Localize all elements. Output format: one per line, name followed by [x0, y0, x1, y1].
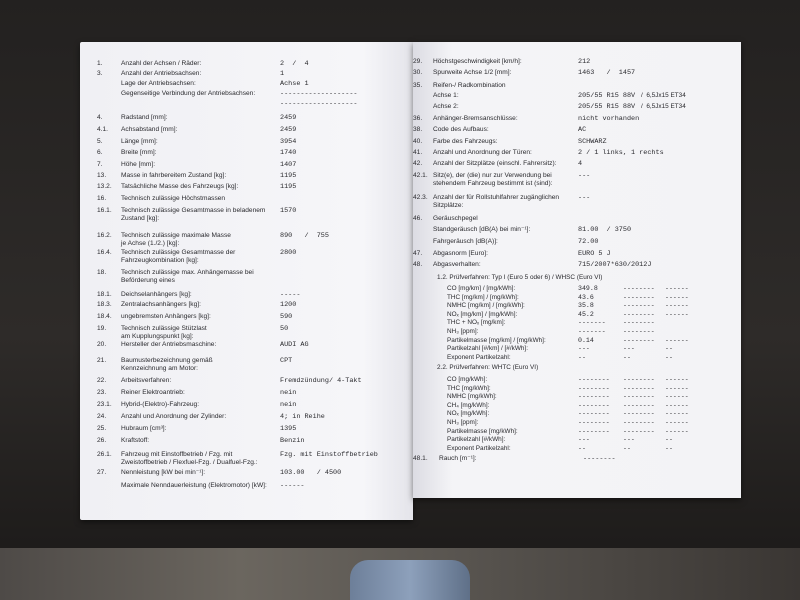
emission-value: ------	[665, 401, 689, 409]
field-label: Reiner Elektroantrieb:	[121, 389, 185, 396]
field-label: Hubraum [cm³]:	[121, 425, 167, 432]
field-value: 1195	[280, 183, 297, 191]
field-value: 205/55 R15 88V	[578, 92, 636, 100]
emission-label: Partikelmasse [mg/km] / [mg/kWh]:	[447, 336, 546, 344]
field-value: 1	[280, 70, 285, 78]
field-value: 1570	[280, 207, 297, 215]
field-label: Technisch zulässige Höchstmassen	[121, 195, 226, 202]
emission-value: --------	[623, 285, 655, 292]
field-label: Achse 1:	[433, 92, 459, 99]
field-value: 1407	[280, 161, 297, 169]
field-number: 26.1.	[97, 451, 112, 458]
test-title: 1.2. Prüfverfahren: Typ I (Euro 5 oder 6) / WHSC (Euro VI)	[437, 274, 603, 281]
emission-value: --------	[623, 302, 655, 310]
emission-label: Partikelzahl [#/km] / [#/kWh]:	[447, 345, 528, 353]
emission-value: ------	[665, 293, 689, 301]
field-value-rim: / 6,5Jx15 ET34	[641, 103, 686, 110]
emission-label: Exponent Partikelzahl:	[447, 444, 511, 452]
test-title: 2.2. Prüfverfahren: WHTC (Euro VI)	[437, 364, 539, 371]
field-label: Maximale Nenndauerleistung (Elektromotor) [kW]:	[121, 482, 267, 489]
emission-value: --------	[623, 293, 655, 301]
field-label: Anzahl und Anordnung der Zylinder:	[121, 413, 227, 420]
emission-value: ------	[665, 393, 689, 401]
emission-value: --	[665, 345, 673, 353]
emission-value: --------	[623, 384, 655, 392]
field-value: 81.00 / 3750	[578, 226, 632, 234]
emission-label: CO [mg/kWh]:	[447, 376, 488, 383]
field-number: 16.	[97, 195, 107, 202]
field-number: 4.	[97, 114, 103, 121]
field-number: 3.	[97, 70, 103, 77]
field-number: 7.	[97, 161, 103, 168]
field-label: Abgasnorm [Euro]:	[433, 250, 488, 257]
field-value: 212	[578, 58, 591, 66]
field-value: -----	[280, 291, 301, 299]
field-number: 16.2.	[97, 232, 112, 239]
field-number: 13.	[97, 172, 107, 179]
field-number: 48.	[413, 261, 423, 268]
field-value: Fremdzündung/ 4-Takt	[280, 377, 362, 385]
field-label: Masse in fahrbereitem Zustand [kg]:	[121, 172, 227, 179]
field-number: 42.	[413, 160, 423, 167]
emission-value: --------	[623, 410, 655, 418]
field-value: nein	[280, 389, 297, 397]
field-label: Code des Aufbaus:	[433, 126, 489, 133]
field-label: Tatsächliche Masse des Fahrzeugs [kg]:	[121, 183, 239, 190]
field-number: 16.1.	[97, 207, 112, 214]
field-value: EURO 5 J	[578, 250, 611, 258]
field-value: 890 / 755	[280, 232, 329, 240]
field-number: 40.	[413, 138, 423, 145]
field-number: 26.	[97, 437, 107, 444]
field-number: 21.	[97, 357, 107, 364]
field-value: 1740	[280, 149, 297, 157]
field-label: Achse 2:	[433, 103, 459, 110]
field-label: Radstand [mm]:	[121, 114, 168, 121]
field-value: 3954	[280, 138, 297, 146]
field-value: Fzg. mit Einstoffbetrieb	[280, 451, 378, 459]
field-value: 2 / 4	[280, 60, 309, 68]
person-legs	[350, 560, 470, 600]
field-value: 715/2007*630/2012J	[578, 261, 652, 269]
field-label: Anzahl der Achsen / Räder:	[121, 60, 202, 67]
field-value: SCHWARZ	[578, 138, 607, 146]
field-label: Höhe [mm]:	[121, 161, 156, 168]
field-number: 47.	[413, 250, 423, 257]
field-label: Abgasverhalten:	[433, 261, 481, 268]
field-label: Kraftstoff:	[121, 437, 150, 444]
field-label: Rauch [m⁻¹]:	[439, 455, 477, 462]
emission-value: --------	[578, 376, 610, 383]
field-label: Reifen-/ Radkombination	[433, 82, 506, 89]
emission-value: ------	[665, 410, 689, 418]
field-value: CPT	[280, 357, 293, 365]
field-number: 13.2.	[97, 183, 112, 190]
field-label: Anzahl der für Rollstuhlfahrer zugänglichen Sitzplätze:	[433, 194, 560, 209]
field-label: Länge [mm]:	[121, 138, 158, 145]
field-label: Anhänger-Bremsanschlüsse:	[433, 115, 518, 122]
field-number: 4.1.	[97, 126, 108, 133]
emission-value: ------	[665, 427, 689, 435]
field-value: nicht vorhanden	[578, 115, 640, 123]
field-label: ungebremsten Anhängers [kg]:	[121, 313, 211, 320]
emission-value: ---	[578, 436, 590, 444]
emission-value: ------	[665, 310, 689, 318]
emission-value: --------	[623, 319, 655, 327]
field-label: Standgeräusch [dB(A) bei min⁻¹]:	[433, 226, 531, 233]
field-number: 30.	[413, 69, 423, 76]
field-label: Hersteller der Antriebsmaschine:	[121, 341, 217, 348]
field-value: 2459	[280, 114, 297, 122]
field-value: 50	[280, 325, 289, 333]
field-number: 42.3.	[413, 194, 428, 201]
field-label: Technisch zulässige Gesamtmasse der Fahrzeugkombination [kg]:	[121, 249, 236, 264]
emission-value: --------	[578, 384, 610, 392]
field-number: 5.	[97, 138, 103, 145]
field-label: Breite [mm]:	[121, 149, 157, 156]
field-value: ------	[280, 482, 305, 490]
field-value: AUDI AG	[280, 341, 309, 349]
field-label: Anzahl und Anordnung der Türen:	[433, 149, 532, 156]
emission-value: 0.14	[578, 336, 594, 344]
emission-value: --	[578, 444, 586, 452]
field-number: 27.	[97, 469, 107, 476]
emission-value: ------	[665, 419, 689, 426]
field-label: Baumusterbezeichnung gemäß Kennzeichnung am Motor:	[121, 357, 213, 372]
field-value: --------	[583, 455, 616, 463]
field-number: 18.	[97, 269, 107, 276]
field-value: 1195	[280, 172, 297, 180]
field-number: 38.	[413, 126, 423, 133]
field-number: 25.	[97, 425, 107, 432]
emission-value: 35.8	[578, 302, 594, 310]
field-value: AC	[578, 126, 587, 134]
field-number: 22.	[97, 377, 107, 384]
field-number: 1.	[97, 60, 103, 67]
field-label: Fahrzeug mit Einstoffbetrieb / Fzg. mit Zweistoffbetrieb / Flexfuel-Fzg. / Dualfuel-Fzg.:	[121, 451, 258, 466]
field-value: 1200	[280, 301, 297, 309]
emission-label: CO [mg/km] / [mg/kWh]:	[447, 285, 516, 292]
field-label: Gegenseitige Verbindung der Antriebsachsen:	[121, 90, 256, 97]
field-value: 1463 / 1457	[578, 69, 636, 77]
field-label: Deichselanhängers [kg]:	[121, 291, 192, 298]
emission-value: 45.2	[578, 310, 594, 318]
field-value: 72.00	[578, 238, 599, 246]
field-label: Fahrgeräusch [dB(A)]:	[433, 238, 498, 245]
field-value: 2800	[280, 249, 297, 257]
emission-label: Partikelmasse [mg/kWh]:	[447, 427, 518, 435]
field-value: Achse 1	[280, 80, 309, 88]
field-label: Zentralachsanhängers [kg]:	[121, 301, 201, 308]
field-value: ---	[578, 194, 591, 202]
field-number: 16.4.	[97, 249, 112, 256]
field-label: Arbeitsverfahren:	[121, 377, 172, 384]
emission-value: --	[623, 353, 631, 361]
emission-value: ------	[665, 384, 689, 392]
emission-label: NOₓ [mg/km] / [mg/kWh]:	[447, 310, 518, 318]
emission-value: ---	[623, 436, 635, 444]
field-number: 18.1.	[97, 291, 112, 298]
emission-value: --------	[623, 328, 655, 335]
field-label: Technisch zulässige max. Anhängemasse bei Beförderung eines	[121, 269, 254, 284]
field-label: Technisch zulässige Stützlast am Kupplungspunkt [kg]:	[121, 325, 207, 340]
emission-value: ------	[665, 285, 689, 292]
emission-label: Partikelzahl [#/kWh]:	[447, 436, 506, 444]
field-label: Spurweite Achse 1/2 [mm]:	[433, 69, 512, 76]
field-label: Anzahl der Sitzplätze (einschl. Fahrersitz):	[433, 160, 557, 167]
emission-value: -------	[578, 319, 606, 327]
emission-label: THC + NOₓ [mg/km]:	[447, 319, 506, 327]
field-number: 19.	[97, 325, 107, 332]
emission-value: --	[665, 353, 673, 361]
field-number: 35.	[413, 82, 423, 89]
document-page-left	[80, 42, 413, 520]
emission-value: --	[665, 436, 673, 444]
emission-label: NH₃ [ppm]:	[447, 328, 479, 335]
emission-value: --	[578, 353, 586, 361]
emission-label: NH₃ [ppm]:	[447, 419, 479, 426]
emission-label: CH₄ [mg/kWh]:	[447, 401, 490, 409]
emission-value: --------	[623, 310, 655, 318]
field-value: -------------------	[280, 90, 358, 98]
field-label: Lage der Antriebsachsen:	[121, 80, 196, 87]
emission-value: --------	[578, 401, 610, 409]
emission-value: --------	[578, 410, 610, 418]
emission-value: ---	[623, 345, 635, 353]
field-number: 29.	[413, 58, 423, 65]
field-value-rim: / 6,5Jx15 ET34	[641, 92, 686, 99]
emission-value: --------	[623, 427, 655, 435]
field-number: 23.	[97, 389, 107, 396]
emission-label: THC [mg/km] / [mg/kWh]:	[447, 293, 519, 301]
field-number: 36.	[413, 115, 423, 122]
field-label: Nennleistung [kW bei min⁻¹]:	[121, 469, 206, 476]
field-value: Benzin	[280, 437, 305, 445]
emission-value: -------	[578, 328, 606, 335]
emission-value: ------	[665, 336, 689, 344]
emission-value: --	[665, 444, 673, 452]
emission-value: --------	[578, 393, 610, 401]
field-value: 103.00 / 4500	[280, 469, 342, 477]
field-number: 46.	[413, 215, 423, 222]
emission-value: ------	[665, 376, 689, 383]
field-label: Farbe des Fahrzeugs:	[433, 138, 498, 145]
emission-value: ---	[578, 345, 590, 353]
field-number: 6.	[97, 149, 103, 156]
field-number: 42.1.	[413, 172, 428, 179]
emission-label: NMHC [mg/km] / [mg/kWh]:	[447, 302, 525, 310]
field-label: Höchstgeschwindigkeit [km/h]:	[433, 58, 522, 65]
field-number: 41.	[413, 149, 423, 156]
field-value: nein	[280, 401, 297, 409]
emission-value: ------	[665, 302, 689, 310]
field-value: ---	[578, 172, 591, 180]
field-number: 24.	[97, 413, 107, 420]
field-value: 4; in Reihe	[280, 413, 325, 421]
field-number: 23.1.	[97, 401, 112, 408]
emission-value: 43.6	[578, 293, 594, 301]
emission-label: Exponent Partikelzahl:	[447, 353, 511, 361]
emission-value: --------	[623, 336, 655, 344]
field-value: 1395	[280, 425, 297, 433]
emission-label: NMHC [mg/kWh]:	[447, 393, 497, 401]
emission-value: --------	[623, 393, 655, 401]
field-value: 2 / 1 links, 1 rechts	[578, 149, 664, 157]
field-value: -------------------	[280, 100, 358, 108]
emission-value: --------	[623, 419, 655, 426]
field-number: 18.3.	[97, 301, 112, 308]
field-number: 20.	[97, 341, 107, 348]
field-value: 2459	[280, 126, 297, 134]
field-label: Hybrid-(Elektro)-Fahrzeug:	[121, 401, 200, 408]
field-number: 18.4.	[97, 313, 112, 320]
field-label: Achsabstand [mm]:	[121, 126, 178, 133]
field-label: Sitz(e), der (die) nur zur Verwendung bei stehendem Fahrzeug bestimmt ist (sind):	[433, 172, 553, 187]
field-value: 205/55 R15 88V	[578, 103, 636, 111]
emission-value: --------	[623, 401, 655, 409]
field-label: Anzahl der Antriebsachsen:	[121, 70, 202, 77]
field-label: Technisch zulässige Gesamtmasse in beladenem Zustand [kg]:	[121, 207, 266, 222]
emission-value: --------	[578, 427, 610, 435]
field-value: 590	[280, 313, 293, 321]
field-number: 48.1.	[413, 455, 428, 462]
document-page-right	[413, 42, 741, 498]
field-label: Technisch zulässige maximale Masse je Achse (1./2.) [kg]:	[121, 232, 231, 247]
emission-label: THC [mg/kWh]:	[447, 384, 491, 392]
field-value: 4	[578, 160, 583, 168]
emission-label: NOₓ [mg/kWh]:	[447, 410, 490, 418]
field-label: Geräuschpegel	[433, 215, 478, 222]
emission-value: 349.8	[578, 285, 598, 292]
emission-value: --	[623, 444, 631, 452]
emission-value: --------	[578, 419, 610, 426]
emission-value: --------	[623, 376, 655, 383]
